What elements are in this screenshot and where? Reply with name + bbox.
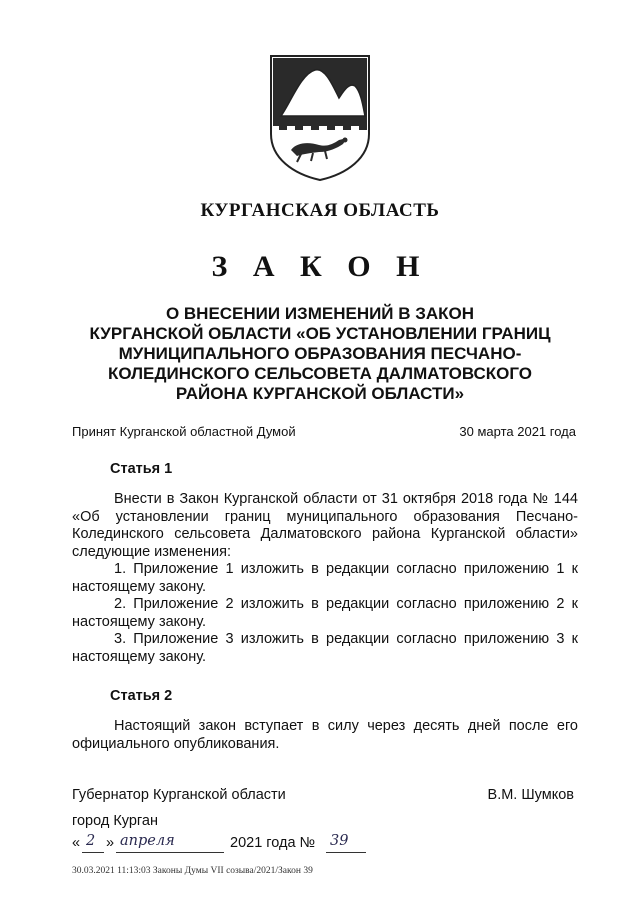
adopted-by: Принят Курганской областной Думой xyxy=(72,424,296,439)
year-and-number-label: 2021 года № xyxy=(230,835,316,851)
document-type: З А К О Н xyxy=(211,250,429,283)
article-1-body xyxy=(72,491,578,666)
handwritten-number: 39 xyxy=(330,833,349,849)
close-quote: » xyxy=(106,835,115,851)
article-paragraph: 2. Приложение 2 изложить в редакции согласно приложению 2 к настоящему закону. xyxy=(72,596,578,630)
handwritten-month: апреля xyxy=(120,833,175,849)
law-title-line: О ВНЕСЕНИИ ИЗМЕНЕНИЙ В ЗАКОН xyxy=(165,304,475,323)
article-1-heading: Статья 1 xyxy=(110,461,173,477)
signatory-name: В.М. Шумков xyxy=(487,787,574,803)
adopted-date: 30 марта 2021 года xyxy=(459,424,576,439)
article-paragraph: Внести в Закон Курганской области от 31 октября 2018 года № 144 «Об установлении границ муниципального образования Песчано-Колединского сельсовета Далматовского района Курганской области» следующие изменения: xyxy=(72,491,578,560)
article-paragraph: 3. Приложение 3 изложить в редакции согласно приложению 3 к настоящему закону. xyxy=(72,631,578,665)
article-paragraph: Настоящий закон вступает в силу через десять дней после его официального опубликования. xyxy=(72,718,578,752)
footer-stamp: 30.03.2021 11:13:03 Законы Думы VII созыва/2021/Закон 39 xyxy=(72,866,313,876)
article-2-body xyxy=(72,718,578,753)
law-title-line: МУНИЦИПАЛЬНОГО ОБРАЗОВАНИЯ ПЕСЧАНО- xyxy=(118,344,522,363)
law-title-line: КОЛЕДИНСКОГО СЕЛЬСОВЕТА ДАЛМАТОВСКОГО xyxy=(107,364,533,383)
law-title xyxy=(70,304,570,404)
signing-city: город Курган xyxy=(72,813,158,829)
law-title-line: КУРГАНСКОЙ ОБЛАСТИ «ОБ УСТАНОВЛЕНИИ ГРАНИЦ xyxy=(89,324,551,343)
open-quote: « xyxy=(72,835,81,851)
law-title-line: РАЙОНА КУРГАНСКОЙ ОБЛАСТИ» xyxy=(175,384,465,403)
article-2-heading: Статья 2 xyxy=(110,688,173,704)
signatory-position: Губернатор Курганской области xyxy=(72,787,286,803)
article-paragraph: 1. Приложение 1 изложить в редакции согласно приложению 1 к настоящему закону. xyxy=(72,561,578,595)
region-name: КУРГАНСКАЯ ОБЛАСТЬ xyxy=(200,200,440,221)
handwritten-day: 2 xyxy=(86,833,96,849)
signing-date-line xyxy=(72,835,382,857)
coat-of-arms-icon xyxy=(267,52,373,182)
